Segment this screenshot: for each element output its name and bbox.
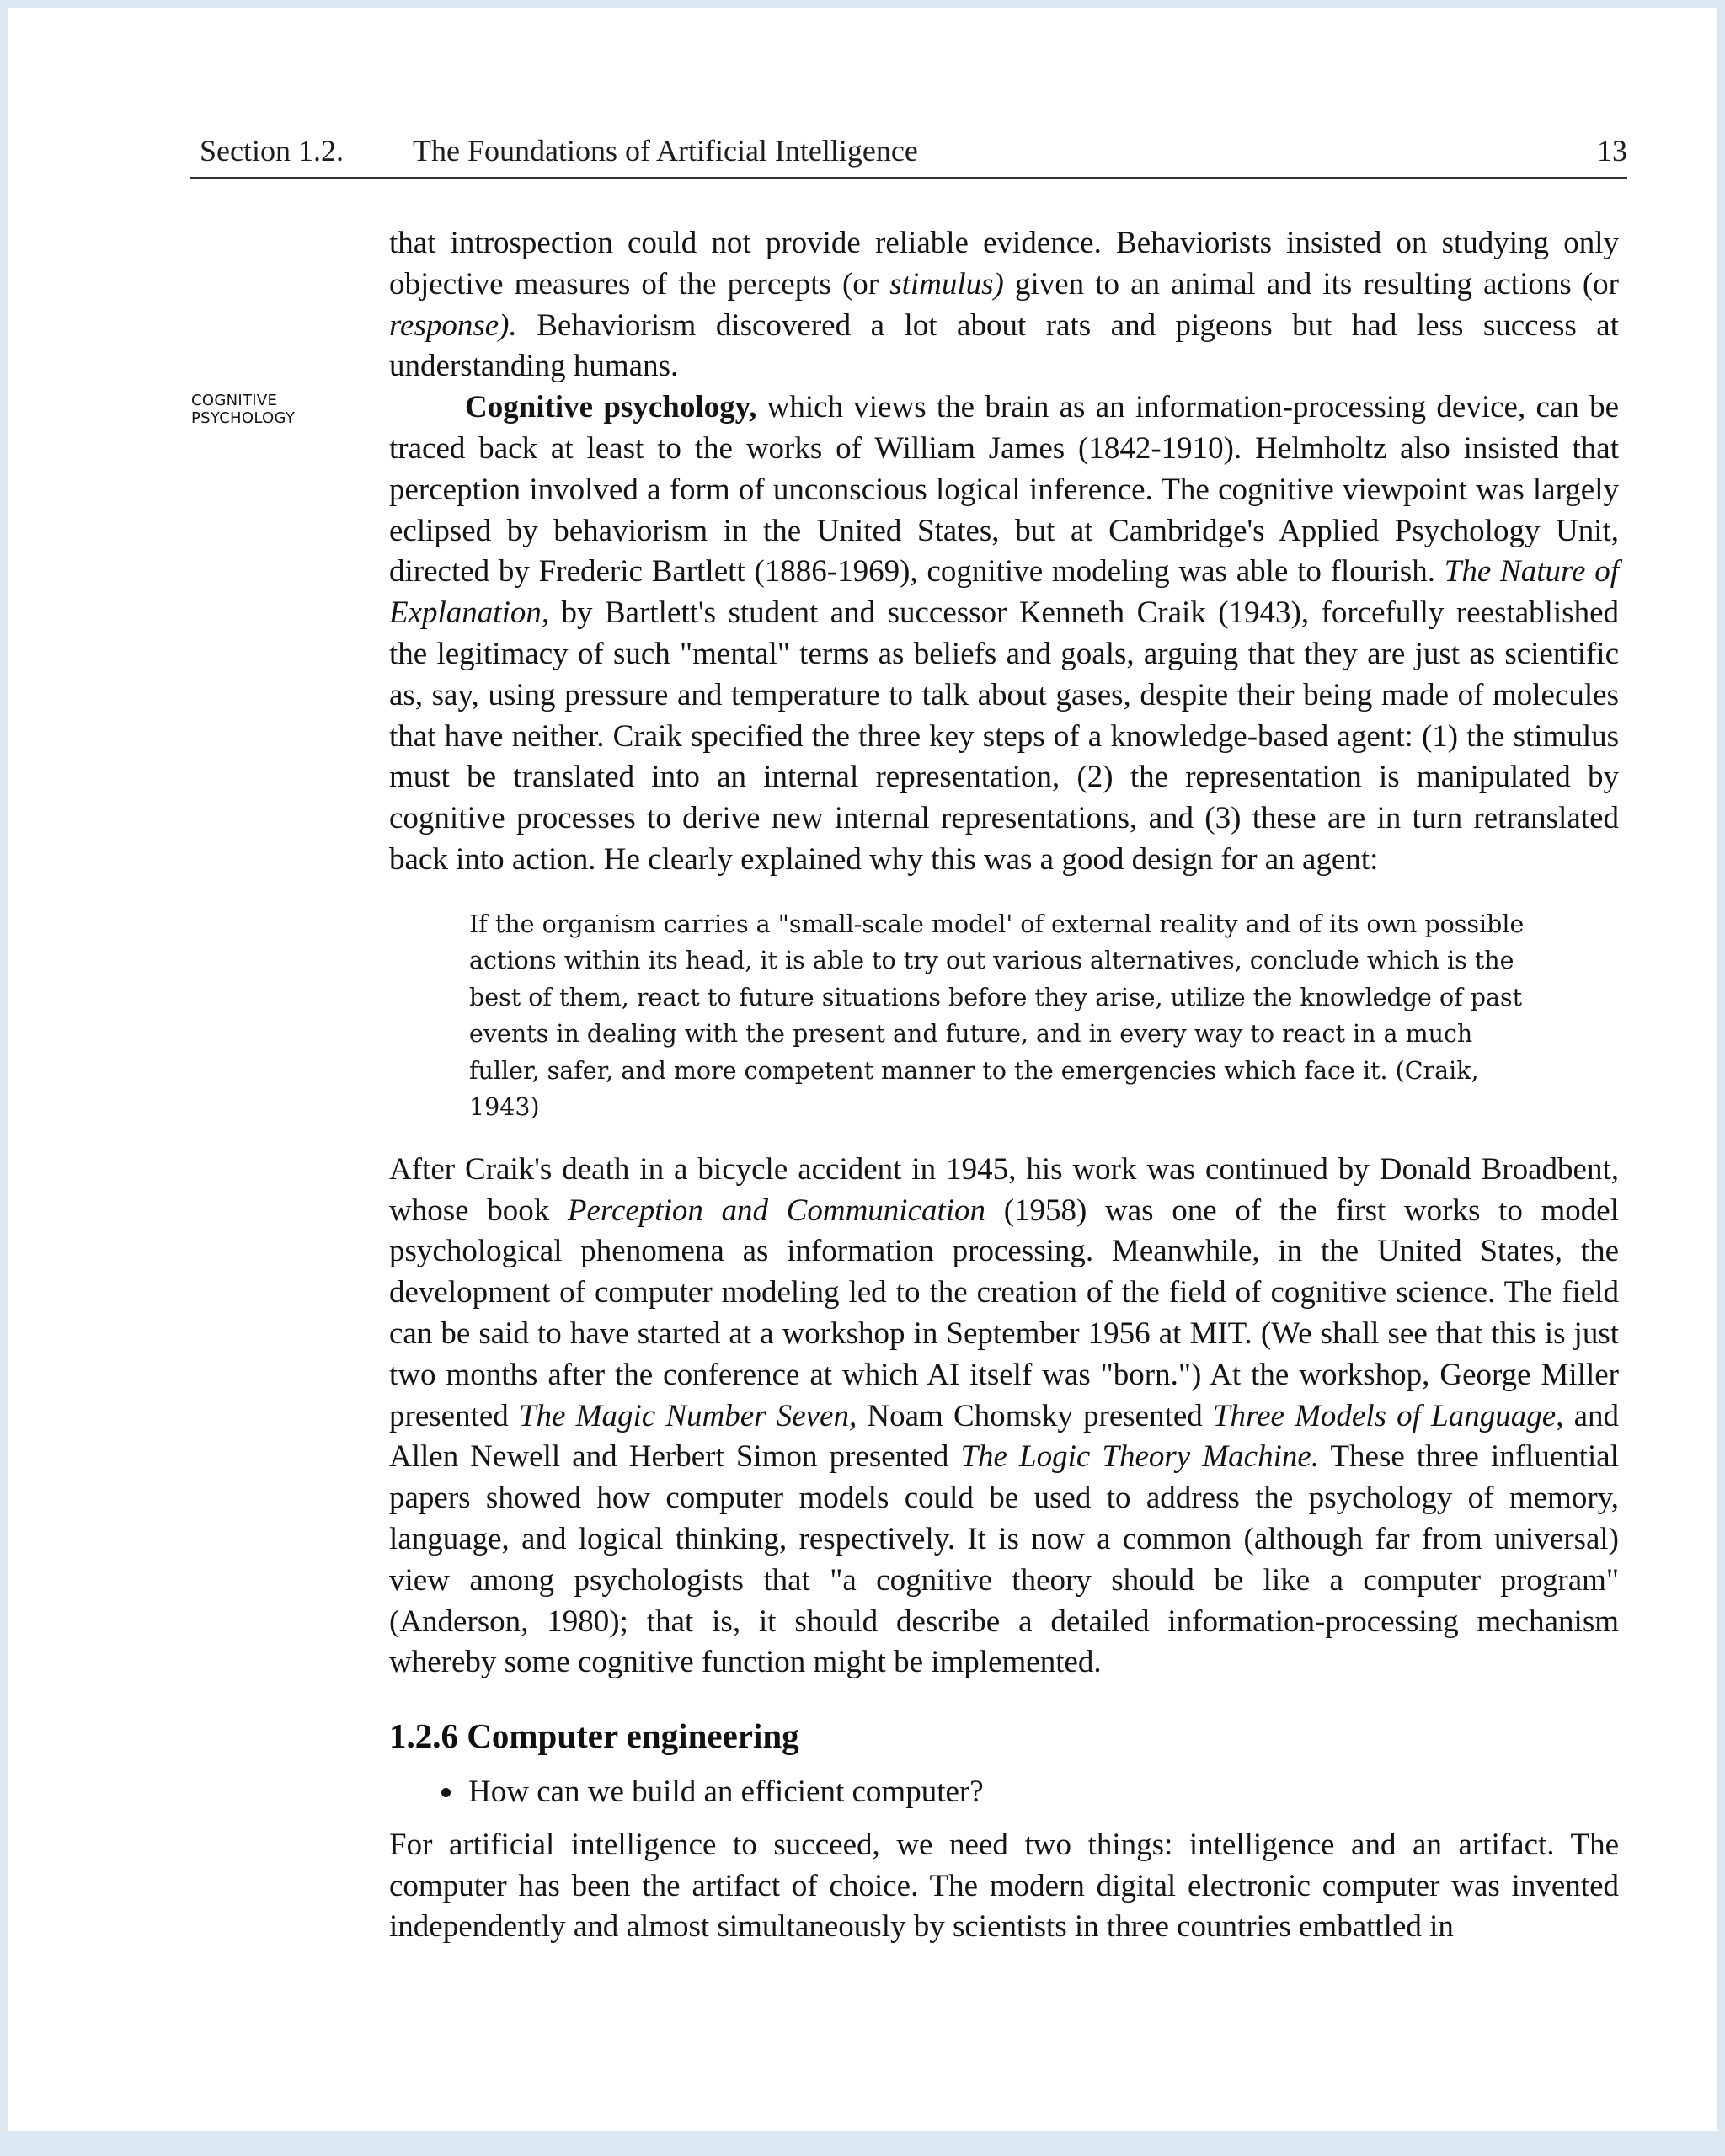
chapter-title: The Foundations of Artificial Intelligence <box>413 134 918 168</box>
paragraph-behaviorism: that introspection could not provide reliable evidence. Behaviorists insisted on studying only objective measures of the percepts (or stimulus) given to an animal and its resulting actions (or response). Behaviorism discovered a lot about rats and pigeons but had less success at understanding humans. <box>389 226 1619 384</box>
running-head <box>190 130 1627 179</box>
margin-note-line: PSYCHOLOGY <box>191 409 296 427</box>
defined-term: Cognitive psychology, <box>465 390 757 425</box>
question-list <box>389 1772 1619 1813</box>
page-number: 13 <box>1597 134 1627 168</box>
margin-note-line: COGNITIVE <box>191 392 278 409</box>
paragraph-cognitive-psychology: Cognitive psychology, which views the brain as an information-processing device, can be traced back at least to the works of William James (1842-1910). Helmholtz also insisted that perception involved a form of unconscious logical inference. The cognitive viewpoint was largely eclipsed by behaviorism in the United States, but at Cambridge's Applied Psychology Unit, directed by Frederic Bartlett (1886-1969), cognitive modeling was able to flourish. The Nature of Explanation, by Bartlett's student and successor Kenneth Craik (1943), forcefully reestablished the legitimacy of such "mental" terms as beliefs and goals, arguing that they are just as scientific as, say, using pressure and temperature to talk about gases, despite their being made of molecules that have neither. Craik specified the three key steps of a knowledge-based agent: (1) the stimulus must be translated into an internal representation, (2) the representation is manipulated by cognitive processes to derive new internal representations, and (3) these are in turn retranslated back into action. He clearly explained why this was a good design for an agent: <box>389 390 1620 877</box>
paragraph-broadbent: After Craik's death in a bicycle accident in 1945, his work was continued by Donald Broadbent, whose book Perception and Communication (1958) was one of the first works to model psychological phenomena as information processing. Meanwhile, in the United States, the development of computer modeling led to the creation of the field of cognitive science. The field can be said to have started at a workshop in September 1956 at MIT. (We shall see that this is just two months after the conference at which AI itself was "born.") At the workshop, George Miller presented The Magic Number Seven, Noam Chomsky presented Three Models of Language, and Allen Newell and Herbert Simon presented The Logic Theory Machine. These three influential papers showed how computer models could be used to address the psychology of memory, language, and logical thinking, respectively. It is now a common (although far from universal) view among psychologists that "a cognitive theory should be like a computer program" (Anderson, 1980); that is, it should describe a detailed information-processing mechanism whereby some cognitive function might be implemented. <box>389 1151 1620 1680</box>
body-text <box>389 223 1619 1948</box>
block-quote: If the organism carries a "small-scale model' of external reality and of its own possible actions within its head, it is able to try out various alternatives, conclude which is the best of them, react to future situations before they arise, utilize the knowledge of past events in dealing with the present and future, and in every way to react in a much fuller, safer, and more competent manner to the emergencies which face it. (Craik, 1943) <box>469 910 1525 1122</box>
margin-note <box>191 392 295 427</box>
list-item: • How can we build an efficient computer? <box>465 1772 1619 1813</box>
section-number: Section 1.2. <box>200 134 344 168</box>
document-page <box>8 8 1717 2131</box>
subsection-heading: 1.2.6 Computer engineering <box>389 1716 799 1756</box>
paragraph-computer-engineering: For artificial intelligence to succeed, we need two things: intelligence and an artifact. The computer has been the artifact of choice. The modern digital electronic computer was invented independently and almost simultaneously by scientists in three countries embattled in <box>389 1827 1619 1945</box>
